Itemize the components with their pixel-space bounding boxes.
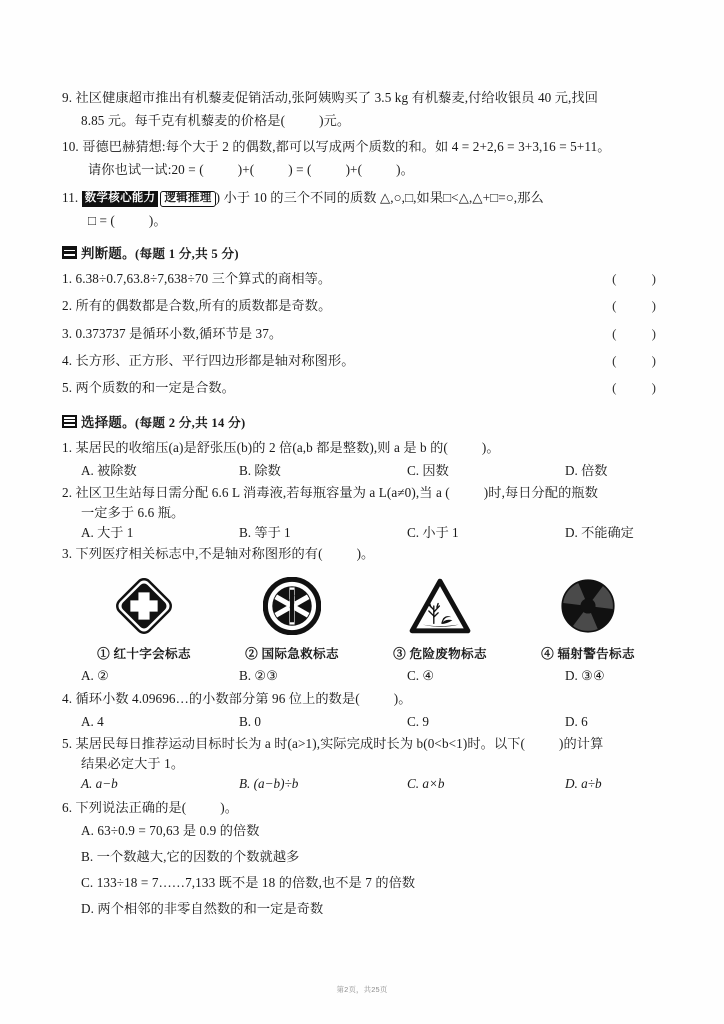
option-c[interactable]: C. 小于 1 (407, 524, 459, 540)
logic-reasoning-tag: 逻辑推理 (160, 191, 215, 207)
question-text-part: )元。 (319, 113, 351, 129)
question-text: 社区卫生站每日需分配 6.6 L 消毒液,若每瓶容量为 a L(a≠0),当 a ( (75, 484, 450, 500)
choice-question-1 (62, 438, 674, 458)
fill-question-11 (62, 188, 674, 208)
question-text-part: )的计算 (559, 736, 604, 752)
true-false-blank[interactable]: ( ) (612, 298, 672, 314)
symbol-cell-2 (218, 573, 366, 662)
question-number: 11. (62, 190, 79, 206)
option-c[interactable]: C. 因数 (407, 462, 449, 478)
judgement-item (62, 378, 674, 398)
item-number: 5. (62, 379, 73, 395)
option-d[interactable]: D. 不能确定 (565, 524, 634, 540)
option-c[interactable]: C. a×b (407, 776, 445, 792)
option-a[interactable]: A. ② (81, 667, 109, 683)
choice-question-3 (62, 544, 674, 564)
choice-question-6 (62, 798, 674, 818)
question-text-part: )。 (393, 691, 412, 707)
question-text: 循环小数 4.09696…的小数部分第 96 位上的数是( (75, 691, 360, 707)
choice-question-2 (62, 483, 674, 503)
question-text-part: )时,每日分配的瓶数 (483, 484, 598, 500)
fill-question-9-line2 (62, 111, 674, 131)
core-ability-tag: 数学核心能力 (82, 191, 159, 207)
question-number: 1. (62, 439, 73, 455)
question-text: 小于 10 的三个不同的质数 △,○,□,如果□<△,△+□=○,那么 (223, 190, 544, 206)
question-number: 6. (62, 800, 73, 816)
item-text: 所有的偶数都是合数,所有的质数都是奇数。 (75, 298, 332, 314)
item-text: 两个质数的和一定是合数。 (75, 379, 235, 395)
fill-question-10 (62, 137, 674, 157)
judgement-item (62, 296, 674, 316)
choice-question-4 (62, 689, 674, 709)
option-c[interactable]: C. 9 (407, 714, 429, 730)
option-a[interactable]: A. a−b (81, 776, 118, 792)
option-d-stacked[interactable]: D. 两个相邻的非零自然数的和一定是奇数 (81, 901, 324, 917)
true-false-blank[interactable]: ( ) (612, 325, 672, 341)
question-text: 下列医疗相关标志中,不是轴对称图形的有( (75, 546, 323, 562)
option-d[interactable]: D. 6 (565, 714, 588, 730)
choice-options-2 (62, 523, 674, 543)
choice-options-5 (62, 774, 674, 794)
section-score: 。(每题 1 分,共 5 分) (122, 247, 239, 262)
question-number: 4. (62, 691, 73, 707)
question-text-part: )。 (396, 162, 414, 178)
choice-question-2-line2: 一定多于 6.6 瓶。 (81, 504, 185, 520)
option-d[interactable]: D. a÷b (565, 776, 602, 792)
symbol-caption: ③ 危险废物标志 (393, 646, 487, 661)
option-b[interactable]: B. (a−b)÷b (239, 776, 299, 792)
question-text: 下列说法正确的是( (75, 800, 187, 816)
symbol-cell-3 (366, 573, 514, 662)
true-false-blank[interactable]: ( ) (612, 271, 672, 287)
judgement-item (62, 324, 674, 344)
question-text-part: )+( (345, 162, 363, 178)
question-text-part: 请你也试一试:20 = ( (88, 162, 204, 178)
item-number: 2. (62, 298, 73, 314)
section-badge-three-icon (62, 415, 77, 428)
question-text-part: □ = ( (88, 213, 115, 229)
question-text-part: 8.85 元。每千克有机藜麦的价格是( (81, 113, 286, 129)
symbol-cell-4 (514, 573, 662, 662)
true-false-blank[interactable]: ( ) (612, 379, 672, 395)
option-b[interactable]: B. 等于 1 (239, 524, 291, 540)
option-b[interactable]: B. 0 (239, 714, 261, 730)
question-text-part: )。 (148, 213, 167, 229)
option-b[interactable]: B. ②③ (239, 667, 279, 683)
option-b[interactable]: B. 除数 (239, 462, 281, 478)
question-text-part: )+( (237, 162, 255, 178)
question-text-part: )。 (220, 800, 239, 816)
symbol-cell-1 (70, 573, 218, 662)
option-d[interactable]: D. 倍数 (565, 462, 608, 478)
item-text: 0.373737 是循环小数,循环节是 37。 (75, 325, 283, 341)
question-number: 9. (62, 90, 73, 105)
symbol-caption: ① 红十字会标志 (97, 646, 191, 661)
star-of-life-symbol-icon (259, 573, 325, 639)
question-text-part: )。 (356, 546, 375, 562)
item-number: 3. (62, 325, 73, 341)
judgement-item (62, 269, 674, 289)
question-text: 某居民的收缩压(a)是舒张压(b)的 2 倍(a,b 都是整数),则 a 是 b 的( (75, 439, 448, 455)
true-false-blank[interactable]: ( ) (612, 352, 672, 368)
medical-symbols-row (62, 573, 674, 662)
section-score: 。(每题 2 分,共 14 分) (122, 415, 246, 430)
question-text: 某居民每日推荐运动目标时长为 a 时(a>1),实际完成时长为 b(0<b<1)时。以下( (75, 736, 526, 752)
option-c[interactable]: C. ④ (407, 667, 435, 683)
fill-question-9 (62, 88, 674, 108)
option-a[interactable]: A. 4 (81, 714, 104, 730)
choice-options-1 (62, 461, 674, 481)
question-text-part: )。 (481, 439, 500, 455)
question-number: 10. (62, 139, 79, 155)
page-footer: 第2页，共25页 (336, 985, 388, 994)
item-text: 长方形、正方形、平行四边形都是轴对称图形。 (75, 352, 355, 368)
option-c-stacked[interactable]: C. 133÷18 = 7……7,133 既不是 18 的倍数,也不是 7 的倍数 (81, 875, 416, 891)
radiation-warning-symbol-icon (555, 573, 621, 639)
choice-question-5 (62, 734, 674, 754)
item-number: 4. (62, 352, 73, 368)
option-b-stacked[interactable]: B. 一个数越大,它的因数的个数就越多 (81, 849, 300, 865)
judgement-item (62, 351, 674, 371)
tag-close-paren: ) (215, 190, 221, 206)
question-text: 哥德巴赫猜想:每个大于 2 的偶数,都可以写成两个质数的和。如 4 = 2+2,6 = 3+3,16 = 5+11。 (82, 139, 611, 155)
symbol-caption: ④ 辐射警告标志 (541, 646, 635, 661)
option-a-stacked[interactable]: A. 63÷0.9 = 70,63 是 0.9 的倍数 (81, 823, 260, 839)
question-text: 社区健康超市推出有机藜麦促销活动,张阿姨购买了 3.5 kg 有机藜麦,付给收银员 40 元,找回 (75, 90, 599, 105)
choice-options-3 (62, 666, 674, 686)
symbol-caption: ② 国际急救标志 (245, 646, 339, 661)
fill-question-11-line2 (62, 211, 674, 231)
section-header-judgement (62, 243, 674, 262)
choice-options-4 (62, 712, 674, 732)
page-content (62, 88, 674, 925)
question-number: 3. (62, 546, 73, 562)
item-number: 1. (62, 271, 73, 287)
question-number: 2. (62, 484, 73, 500)
question-text-part: ) = ( (288, 162, 312, 178)
item-text: 6.38÷0.7,63.8÷7,638÷70 三个算式的商相等。 (75, 271, 332, 287)
section-title: 选择题 (81, 414, 123, 430)
option-a[interactable]: A. 被除数 (81, 462, 137, 478)
option-a[interactable]: A. 大于 1 (81, 524, 134, 540)
question-number: 5. (62, 736, 73, 752)
red-cross-symbol-icon (111, 573, 177, 639)
hazardous-waste-symbol-icon (407, 573, 473, 639)
choice-question-5-line2: 结果必定大于 1。 (81, 756, 185, 772)
section-badge-two-icon (62, 246, 77, 259)
section-header-choice (62, 412, 674, 431)
fill-question-10-line2 (62, 160, 674, 180)
section-title: 判断题 (81, 246, 123, 262)
option-d[interactable]: D. ③④ (565, 667, 605, 683)
